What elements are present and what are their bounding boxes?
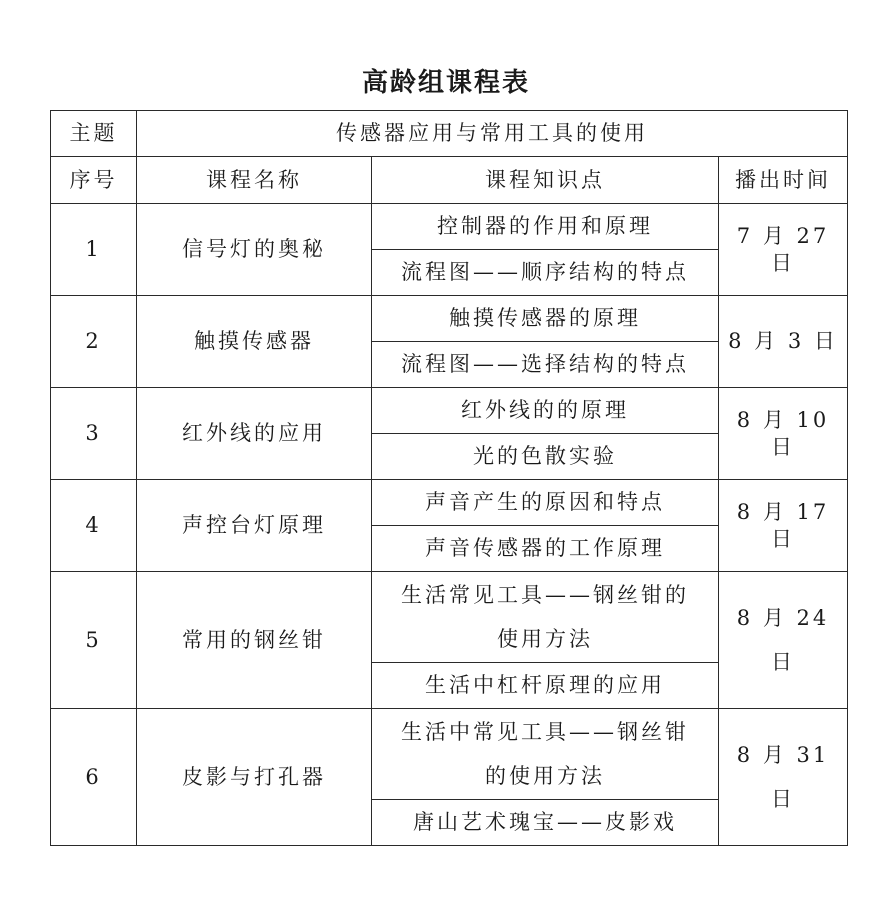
course-point: 声音传感器的工作原理 bbox=[372, 526, 719, 572]
theme-row bbox=[51, 111, 848, 157]
theme-value: 传感器应用与常用工具的使用 bbox=[137, 111, 848, 157]
course-index: 2 bbox=[51, 296, 137, 388]
header-index: 序号 bbox=[51, 157, 137, 204]
table-row bbox=[51, 204, 848, 250]
table-row bbox=[51, 572, 848, 663]
course-point: 唐山艺术瑰宝——皮影戏 bbox=[372, 800, 719, 846]
course-point: 生活中杠杆原理的应用 bbox=[372, 663, 719, 709]
course-name: 红外线的应用 bbox=[137, 388, 372, 480]
course-name: 皮影与打孔器 bbox=[137, 709, 372, 846]
course-date: 8 月 3 日 bbox=[719, 296, 848, 388]
course-name: 信号灯的奥秘 bbox=[137, 204, 372, 296]
header-row bbox=[51, 157, 848, 204]
header-course-name: 课程名称 bbox=[137, 157, 372, 204]
course-point: 流程图——选择结构的特点 bbox=[372, 342, 719, 388]
course-point-text: 生活中常见工具——钢丝钳的使用方法 bbox=[401, 720, 689, 788]
course-name: 常用的钢丝钳 bbox=[137, 572, 372, 709]
course-index: 4 bbox=[51, 480, 137, 572]
course-point bbox=[372, 572, 719, 663]
course-index: 3 bbox=[51, 388, 137, 480]
table-row bbox=[51, 296, 848, 342]
page-title: 高龄组课程表 bbox=[361, 68, 530, 98]
course-schedule-table bbox=[50, 110, 848, 846]
header-air-time: 播出时间 bbox=[719, 157, 848, 204]
theme-label: 主题 bbox=[51, 111, 137, 157]
table-row bbox=[51, 388, 848, 434]
course-name: 触摸传感器 bbox=[137, 296, 372, 388]
course-date: 8 月 17 日 bbox=[719, 480, 848, 572]
course-point: 光的色散实验 bbox=[372, 434, 719, 480]
course-point: 控制器的作用和原理 bbox=[372, 204, 719, 250]
course-date: 8 月 10 日 bbox=[719, 388, 848, 480]
course-point: 红外线的的原理 bbox=[372, 388, 719, 434]
course-date: 8 月 31 日 bbox=[719, 709, 848, 846]
course-name: 声控台灯原理 bbox=[137, 480, 372, 572]
course-point: 声音产生的原因和特点 bbox=[372, 480, 719, 526]
course-index: 6 bbox=[51, 709, 137, 846]
course-point-text: 生活常见工具——钢丝钳的使用方法 bbox=[401, 583, 689, 651]
course-index: 1 bbox=[51, 204, 137, 296]
course-point: 触摸传感器的原理 bbox=[372, 296, 719, 342]
course-point: 流程图——顺序结构的特点 bbox=[372, 250, 719, 296]
course-index: 5 bbox=[51, 572, 137, 709]
course-date: 8 月 24 日 bbox=[719, 572, 848, 709]
table-row bbox=[51, 480, 848, 526]
course-date: 7 月 27 日 bbox=[719, 204, 848, 296]
header-knowledge: 课程知识点 bbox=[372, 157, 719, 204]
table-row bbox=[51, 709, 848, 800]
course-point bbox=[372, 709, 719, 800]
